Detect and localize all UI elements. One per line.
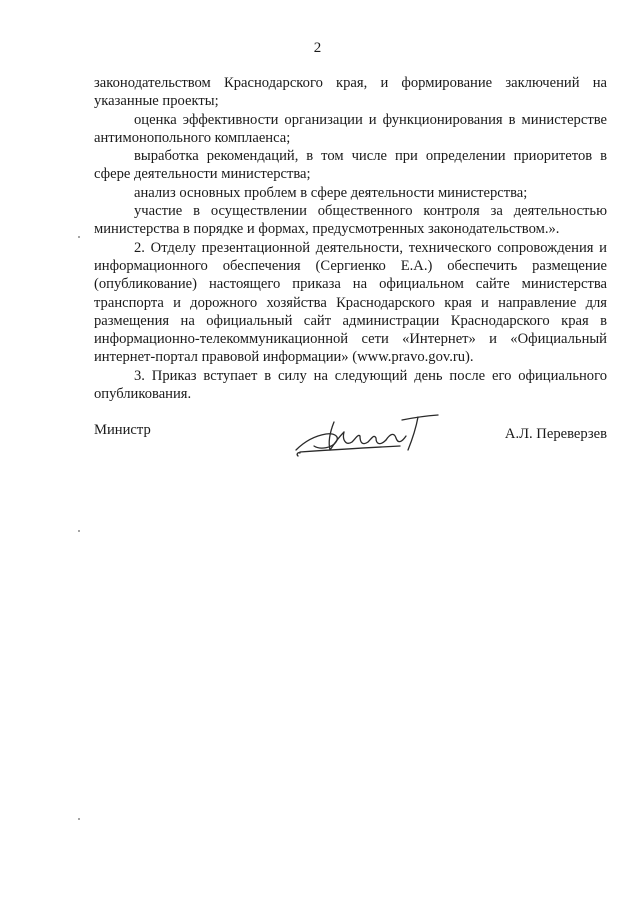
paragraph: участие в осуществлении общественного контроля за деятельностью министерства в порядке и формах, предусмотренных законодательством.». [94, 203, 607, 238]
scan-speck [78, 818, 80, 820]
signatory-title: Министр [94, 422, 151, 438]
paragraph: 2. Отделу презентационной деятельности, технического сопровождения и информационного обеспечения (Сергиенко Е.А.) обеспечить размещение (опубликование) настоящего приказа на официальном сайте министерства транспорта и дорожного хозяйства Краснодарского края и направление для размещения на официальный сайт администрации Краснодарского края в информационно-телекоммуникационной сети «Интернет» и «Официальный интернет-портал правовой информации» (www.pravo.gov.ru). [94, 239, 607, 366]
paragraph: законодательством Краснодарского края, и формирование заключений на указанные проекты; [94, 75, 607, 110]
paragraph: выработка рекомендаций, в том числе при определении приоритетов в сфере деятельности министерства; [94, 148, 607, 183]
handwritten-signature [290, 412, 450, 460]
paragraph: анализ основных проблем в сфере деятельности министерства; [134, 184, 528, 201]
scan-speck [78, 530, 80, 532]
paragraph: 3. Приказ вступает в силу на следующий день после его официального опубликования. [94, 367, 607, 403]
scan-speck [78, 236, 80, 238]
signatory-name: А.Л. Переверзев [504, 426, 607, 442]
page-number: 2 [313, 40, 322, 56]
document-body [94, 74, 607, 403]
signature-block [94, 412, 607, 472]
paragraph: оценка эффективности организации и функционирования в министерстве антимонопольного комплаенса; [94, 111, 607, 146]
